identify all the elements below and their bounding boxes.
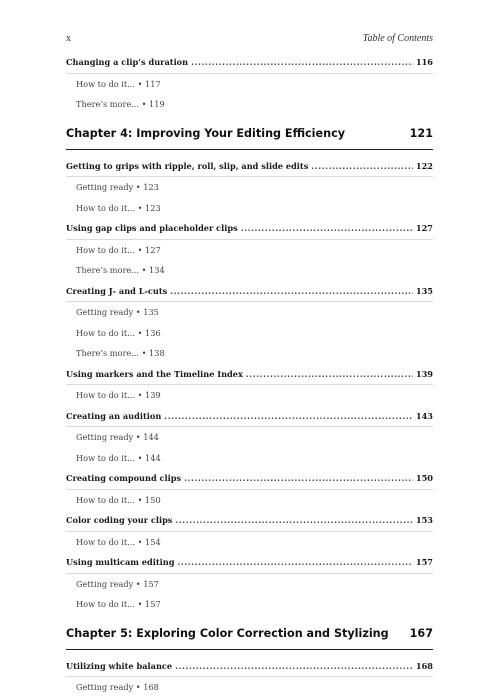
toc-entry[interactable]: Using markers and the Timeline Index ..... 139 [66, 364, 433, 386]
toc-entry[interactable]: Getting to grips with ripple, roll, slip, and slide edits ..... 122 [66, 156, 433, 178]
leader-dots [175, 510, 413, 531]
leader-dots [175, 656, 413, 677]
toc-subentry[interactable]: How to do it... • 157 [76, 599, 161, 609]
toc-subentry[interactable]: How to do it... • 144 [76, 452, 161, 463]
leader-dots [311, 156, 413, 177]
toc-entry[interactable]: Utilizing white balance ..... 168 [66, 656, 433, 678]
leader-dots [241, 218, 413, 239]
table-of-contents [66, 52, 433, 698]
toc-subentry[interactable]: How to do it... • 117 [76, 78, 161, 89]
toc-subentry[interactable]: Getting ready • 135 [76, 307, 159, 317]
toc-entry[interactable]: Using multicam editing ..... 157 [66, 552, 433, 574]
toc-subentry[interactable]: There’s more... • 119 [76, 99, 165, 109]
page-number: x [66, 33, 71, 44]
leader-dots [246, 364, 413, 385]
toc-subentry[interactable]: Getting ready • 144 [76, 432, 159, 442]
leader-dots [177, 552, 412, 573]
leader-dots [184, 468, 413, 489]
toc-subentry[interactable]: How to do it... • 139 [76, 390, 161, 400]
toc-subentry[interactable]: Getting ready • 157 [76, 578, 159, 589]
toc-entry[interactable]: Creating J- and L-cuts ..... 135 [66, 281, 433, 303]
leader-dots [191, 52, 413, 73]
leader-dots [164, 406, 413, 427]
toc-entry[interactable]: Using gap clips and placeholder clips ..... 127 [66, 218, 433, 240]
toc-subentry[interactable]: There’s more... • 134 [76, 265, 165, 275]
chapter-heading[interactable]: Chapter 5: Exploring Color Correction and Stylizing 167 [66, 619, 433, 650]
toc-subentry[interactable]: How to do it... • 136 [76, 327, 161, 338]
running-title: Table of Contents [362, 33, 433, 44]
toc-subentry[interactable]: There’s more... • 138 [76, 348, 165, 358]
toc-subentry[interactable]: Getting ready • 123 [76, 182, 159, 192]
toc-subentry[interactable]: Getting ready • 168 [76, 682, 159, 692]
leader-dots [170, 281, 413, 302]
toc-subentry[interactable]: How to do it... • 150 [76, 494, 161, 505]
toc-subentry[interactable]: How to do it... • 127 [76, 244, 161, 255]
toc-subentry[interactable]: How to do it... • 123 [76, 202, 161, 213]
toc-entry[interactable]: Changing a clip’s duration ..... 116 [66, 52, 433, 74]
chapter-heading[interactable]: Chapter 4: Improving Your Editing Efficiency 121 [66, 119, 433, 150]
toc-entry[interactable]: Creating an audition ..... 143 [66, 406, 433, 428]
running-header [66, 33, 433, 44]
toc-entry[interactable]: Creating compound clips ..... 150 [66, 468, 433, 490]
toc-entry[interactable]: Color coding your clips ..... 153 [66, 510, 433, 532]
toc-subentry[interactable]: How to do it... • 154 [76, 536, 161, 547]
